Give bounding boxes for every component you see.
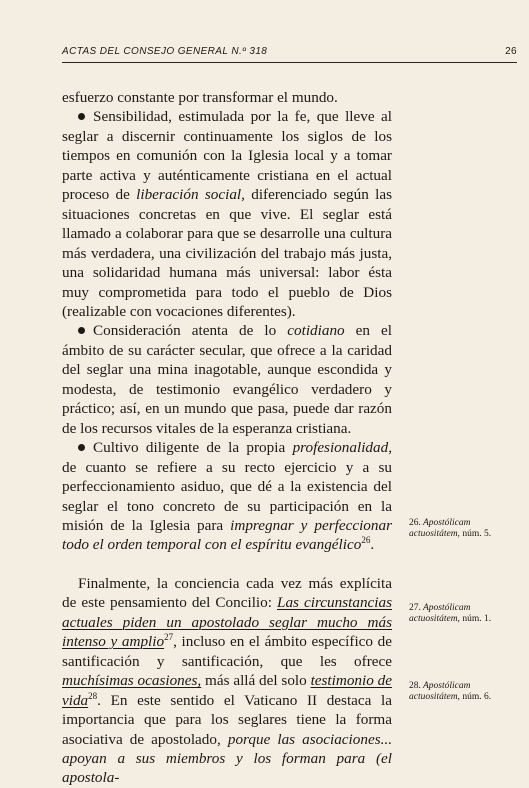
paragraph-consideracion: Consideración atenta de lo cotidiano en el ámbito de su carácter secular, que ofrece a la caridad del seglar una mina inagotable, aunque escondida y modesta, de testimonio evangélico verdadero y práctico; así, en un mundo que pasa, puede dar razón de los recursos vitales de la esperanza cristiana. — [62, 322, 392, 437]
paragraph-finalmente: Finalmente, la conciencia cada vez más explícita de este pensamiento del Concilio: Las circunstancias actuales piden un apostolado seglar mucho más intenso y amplio$^{27}$, incluso en el ámbito específico de santificación y santificación, que les ofrece muchísimas ocasiones, más allá del solo testimonio de vida$^{28}$. En este sentido el Vaticano II destaca la importancia que para los seglares tiene la forma asociativa de apostolado, porque las asociaciones... apoyan a sus miembros y los forman para (el apostola- — [62, 574, 393, 787]
paragraph-sensibilidad: Sensibilidad, estimulada por la fe, que lleve al seglar a discernir continuamente los siglos de los tiempos en comunión con la Iglesia local y a tomar parte activa y auténticamente cristiana en el actual proceso de liberación social, diferenciado según las situaciones concretas en que vive. El seglar está llamado a colaborar para que se desarrolle una cultura más verdadera, una civilización del trabajo más justa, una solidaridad humana más universal: labor ésta muy comprometida para todo el pueblo de Dios (realizable con vocaciones diferentes). — [62, 108, 392, 320]
bullet-icon — [78, 113, 85, 120]
header-rule — [62, 62, 517, 63]
footnote-ref-28: 28 — [88, 690, 98, 701]
bullet-icon — [78, 327, 85, 334]
page-number: 26 — [505, 46, 517, 57]
running-header — [62, 46, 517, 57]
paragraph-cultivo: Cultivo diligente de la propia profesionalidad, de cuanto se refiere a su recto ejercicio y a su perfeccionamiento asiduo, que dé a la existencia del seglar el tono concreto de su participación en la misión de la Iglesia para impregnar y perfeccionar todo el orden temporal con el espíritu evangélico$^{26}$. — [62, 439, 392, 554]
footnote-27: 27. Apostólicam actuositátem, núm. 1. — [409, 603, 492, 624]
footnote-ref-26: 26 — [361, 535, 371, 546]
footnote-ref-27: 27 — [164, 632, 174, 643]
bullet-icon — [78, 444, 85, 451]
paragraph-1: esfuerzo constante por transformar el mundo. — [62, 89, 338, 106]
footnote-28: 28. Apostólicam actuositátem, núm. 6. — [409, 681, 492, 702]
journal-title: ACTAS DEL CONSEJO GENERAL N.º 318 — [62, 46, 268, 57]
footnote-26: 26. Apostólicam actuositátem, núm. 5. — [409, 518, 492, 539]
main-text — [62, 88, 392, 788]
